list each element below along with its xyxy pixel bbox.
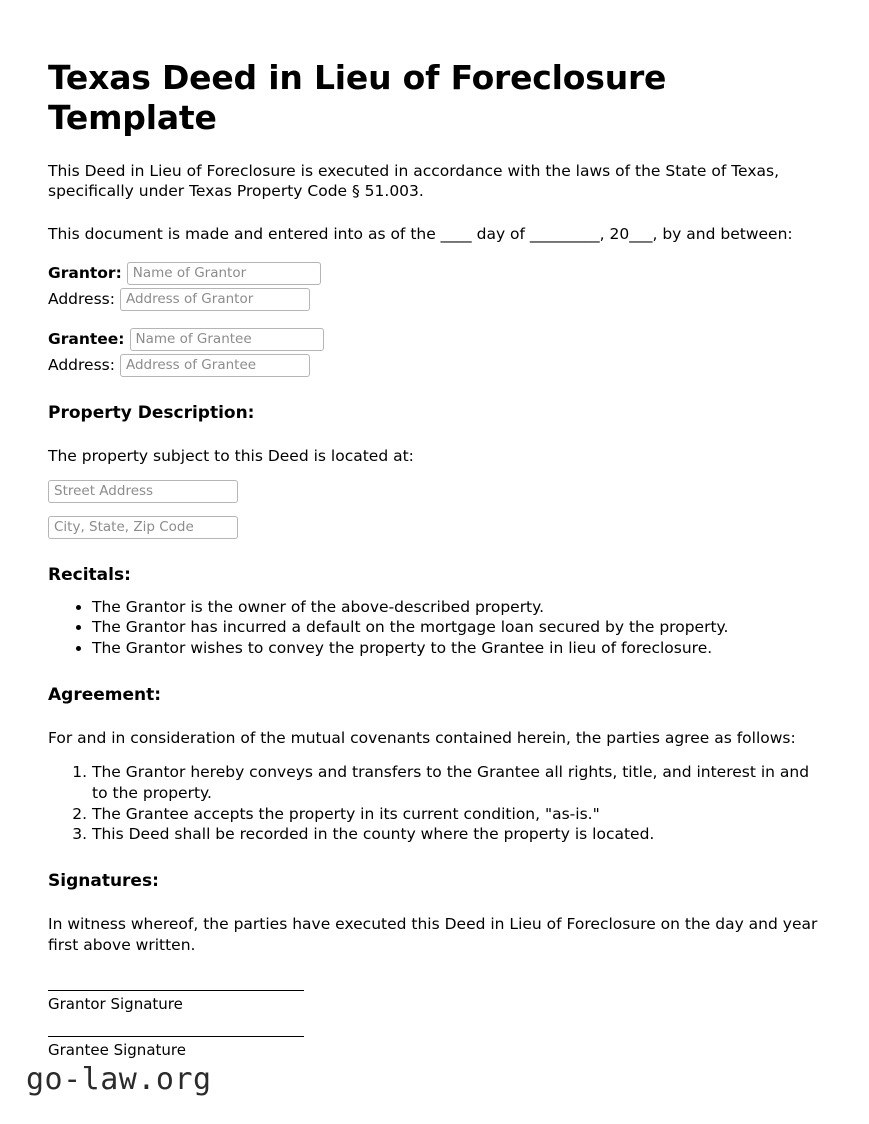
grantor-address-row	[48, 285, 820, 311]
grantee-name-row	[48, 311, 820, 351]
grantor-name-row	[48, 245, 820, 285]
list-item: • The Grantor has incurred a default on the mortgage loan secured by the property.	[92, 617, 820, 638]
city-state-zip-input[interactable]	[48, 516, 238, 539]
grantee-address-input[interactable]	[120, 354, 310, 377]
list-item: • The Grantor is the owner of the above-described property.	[92, 597, 820, 618]
site-watermark: go-law.org	[26, 1062, 212, 1097]
witness-paragraph: In witness whereof, the parties have executed this Deed in Lieu of Foreclosure on the day and year first above written.	[48, 914, 818, 954]
property-description-heading: Property Description:	[48, 402, 255, 423]
document-body	[48, 0, 820, 1061]
page-title: Texas Deed in Lieu of Foreclosure Template	[48, 58, 667, 138]
date-paragraph: This document is made and entered into as of the ____ day of _________, 20___, by and between:	[48, 225, 793, 244]
grantee-address-label: Address:	[48, 356, 115, 375]
property-intro-text: The property subject to this Deed is located at:	[48, 446, 414, 465]
agreement-intro-text: For and in consideration of the mutual covenants contained herein, the parties agree as follows:	[48, 728, 796, 747]
street-address-row	[48, 467, 820, 503]
list-item: 2. The Grantee accepts the property in its current condition, "as-is."	[92, 804, 820, 825]
city-state-zip-row	[48, 503, 820, 539]
agreement-heading: Agreement:	[48, 684, 162, 705]
grantee-address-row	[48, 351, 820, 377]
grantor-name-input[interactable]	[127, 262, 321, 285]
grantee-name-input[interactable]	[130, 328, 324, 351]
grantor-signature-label: Grantor Signature	[48, 994, 183, 1013]
grantor-name-label: Grantor:	[48, 264, 122, 283]
intro-paragraph: This Deed in Lieu of Foreclosure is executed in accordance with the laws of the State of Texas, specifically under Texas Property Code § 51.003.	[48, 161, 779, 201]
grantor-address-label: Address:	[48, 290, 115, 309]
grantor-signature-block	[48, 956, 820, 1015]
grantee-name-label: Grantee:	[48, 330, 125, 349]
list-item: 1. The Grantor hereby conveys and transfers to the Grantee all rights, title, and interest in and to the property.	[92, 762, 820, 803]
grantor-address-input[interactable]	[120, 288, 310, 311]
agreement-list	[48, 748, 820, 844]
grantee-signature-block	[48, 1014, 820, 1061]
recitals-list	[48, 586, 820, 659]
list-item: 3. This Deed shall be recorded in the county where the property is located.	[92, 824, 820, 845]
grantee-signature-label: Grantee Signature	[48, 1041, 186, 1059]
list-item: • The Grantor wishes to convey the property to the Grantee in lieu of foreclosure.	[92, 638, 820, 659]
signatures-heading: Signatures:	[48, 870, 159, 891]
recitals-heading: Recitals:	[48, 564, 131, 585]
street-address-input[interactable]	[48, 480, 238, 503]
